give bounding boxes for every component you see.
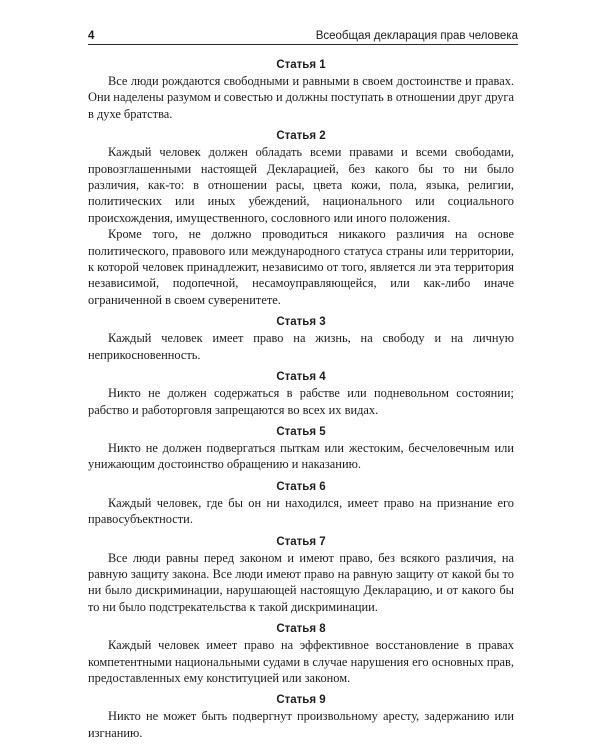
article-paragraph: Каждый человек должен обладать всеми правами и всеми свободами, провозглашенными настоящей Декларацией, без какого бы то ни было различия, как-то: в отношении расы, цвета кожи, пола, языка, религии, политических или иных убеждений, национального или социального происхождения, имущественного, сословного или иного положения.	[88, 145, 514, 225]
article-title: Статья 5	[276, 425, 326, 438]
article-title: Статья 4	[276, 371, 326, 384]
article-6	[88, 473, 514, 528]
article-paragraph: Кроме того, не должно проводиться никакого различия на основе политического, правового или международного статуса страны или территории, к которой человек принадлежит, независимо от того, является ли эта территория независимой, подопечной, несамоуправляющейся, или как-либо иначе ограниченной в своем суверенитете.	[88, 227, 514, 307]
article-title: Статья 3	[276, 316, 326, 329]
header-divider	[88, 44, 518, 45]
article-title: Статья 1	[276, 59, 326, 71]
article-paragraph: Каждый человек имеет право на эффективное восстановление в правах компетентными национальными судами в случае нарушения его основных прав, предоставленных ему конституцией или законом.	[88, 638, 514, 685]
article-title: Статья 7	[276, 535, 326, 548]
article-paragraph: Все люди рождаются свободными и равными в своем достоинстве и правах. Они наделены разумом и совестью и должны поступать в отношении друг друга в духе братства.	[88, 74, 514, 121]
article-2	[88, 122, 514, 308]
article-4	[88, 363, 514, 418]
article-title: Статья 6	[276, 480, 326, 493]
article-title: Статья 9	[276, 694, 326, 707]
article-paragraph: Никто не может быть подвергнут произвольному аресту, задержанию или изгнанию.	[88, 709, 514, 740]
article-3	[88, 308, 514, 363]
page-number: 4	[88, 30, 95, 42]
article-paragraph: Никто не должен содержаться в рабстве или подневольном состоянии; рабство и работорговля запрещаются во всех их видах.	[88, 386, 514, 417]
article-1	[88, 51, 514, 122]
running-title: Всеобщая декларация прав человека	[315, 30, 518, 42]
article-8	[88, 615, 514, 686]
article-title: Статья 8	[276, 623, 326, 636]
article-9	[88, 686, 514, 741]
document-body	[88, 51, 514, 741]
article-paragraph: Все люди равны перед законом и имеют право, без всякого различия, на равную защиту закона. Все люди имеют право на равную защиту от какой бы то ни было дискриминации, нарушающей настоящую Декларацию, и от какого бы то ни было подстрекательства к такой дискриминации.	[88, 550, 514, 614]
article-5	[88, 418, 514, 473]
article-7	[88, 528, 514, 616]
article-paragraph: Каждый человек, где бы он ни находился, имеет право на признание его правосубъектности.	[88, 495, 514, 527]
article-title: Статья 2	[276, 130, 326, 143]
page-header	[88, 24, 518, 46]
article-paragraph: Никто не должен подвергаться пыткам или жестоким, бесчеловечным или унижающим достоинство обращению и наказанию.	[88, 440, 514, 472]
article-paragraph: Каждый человек имеет право на жизнь, на свободу и на личную неприкосновенность.	[88, 331, 514, 362]
